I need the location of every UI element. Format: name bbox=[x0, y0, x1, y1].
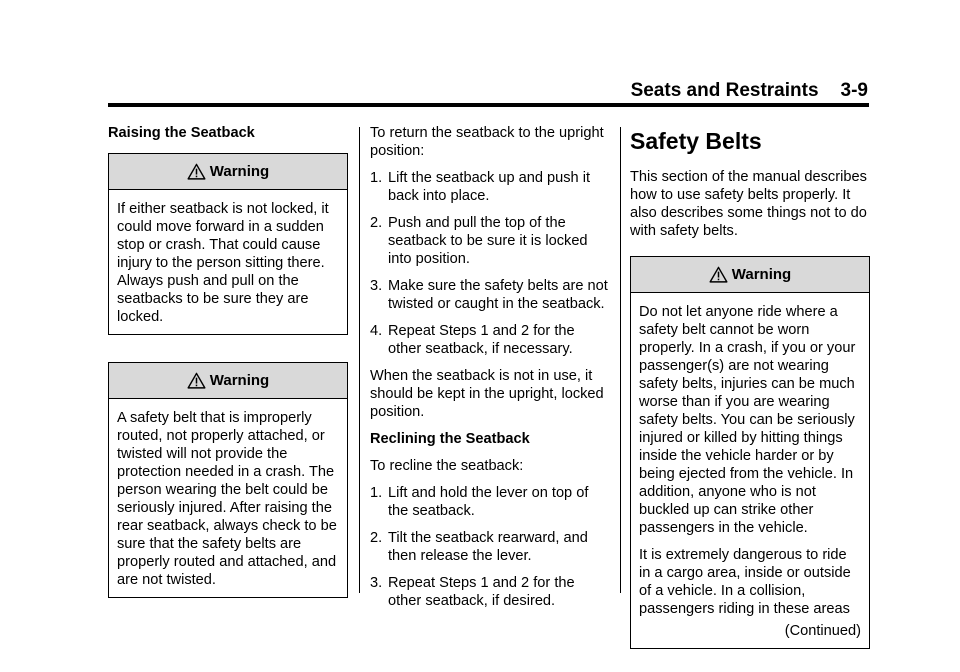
warning-text: A safety belt that is improperly routed, not properly attached, or twisted will not provide the protection needed in a crash. The person wearing the belt could be seriously injured. After raising the rear seatback, always check to be sure that the safety belts are properly routed and attached, and are not twisted. bbox=[117, 410, 337, 588]
paragraph-safety-belts-intro: This section of the manual describes how to use safety belts properly. It also describes some things not to do with safety belts. bbox=[630, 169, 867, 239]
steps-list-return bbox=[370, 169, 610, 358]
header-rule bbox=[108, 103, 869, 107]
warning-icon bbox=[187, 372, 206, 389]
list-item: 1. Lift the seatback up and push it back into place. bbox=[370, 170, 591, 204]
list-item: 2. Push and pull the top of the seatback to be sure it is locked into position. bbox=[370, 215, 588, 267]
warning-text: Do not let anyone ride where a safety belt cannot be worn properly. In a crash, if you or your passenger(s) are not wearing safety belts, injuries can be much worse than if you are wearing safety belts. You can be seriously injured or killed by hitting things inside the vehicle harder or by being ejected from the vehicle. In addition, anyone who is not buckled up can strike other passengers in the vehicle. bbox=[639, 304, 856, 536]
warning-text: If either seatback is not locked, it could move forward in a sudden stop or crash. That could cause injury to the person sitting there. Always push and pull on the seatbacks to be sure they are locked. bbox=[117, 201, 329, 325]
list-item: 2. Tilt the seatback rearward, and then release the lever. bbox=[370, 530, 588, 564]
warning-header bbox=[631, 257, 869, 293]
paragraph-return-intro: To return the seatback to the upright position: bbox=[370, 125, 604, 159]
continued-label: (Continued) bbox=[784, 623, 861, 639]
warning-box-1 bbox=[108, 153, 348, 335]
warning-text: It is extremely dangerous to ride in a cargo area, inside or outside of a vehicle. In a collision, passengers riding in these areas bbox=[639, 547, 851, 617]
warning-title: Warning bbox=[731, 265, 792, 283]
warning-icon bbox=[187, 163, 206, 180]
list-item: 3. Repeat Steps 1 and 2 for the other seatback, if desired. bbox=[370, 575, 575, 609]
list-item: 1. Lift and hold the lever on top of the seatback. bbox=[370, 485, 589, 519]
section-heading-safety-belts: Safety Belts bbox=[630, 128, 762, 154]
paragraph-recline-intro: To recline the seatback: bbox=[370, 458, 524, 474]
list-item: 3. Make sure the safety belts are not twisted or caught in the seatback. bbox=[370, 278, 608, 312]
header-title bbox=[631, 80, 868, 102]
warning-box-2 bbox=[108, 362, 348, 598]
page-number: 3-9 bbox=[840, 80, 868, 101]
list-item: 4. Repeat Steps 1 and 2 for the other seatback, if necessary. bbox=[370, 323, 575, 357]
warning-body bbox=[109, 399, 347, 597]
subheading-reclining-seatback: Reclining the Seatback bbox=[370, 431, 530, 447]
warning-box-3 bbox=[630, 256, 870, 649]
column-2 bbox=[370, 124, 610, 619]
section-title: Seats and Restraints bbox=[630, 80, 819, 101]
paragraph-note: When the seatback is not in use, it should be kept in the upright, locked position. bbox=[370, 368, 604, 420]
warning-body bbox=[631, 293, 869, 648]
steps-list-recline bbox=[370, 484, 610, 610]
warning-title: Warning bbox=[209, 371, 270, 389]
warning-header bbox=[109, 363, 347, 399]
column-3 bbox=[630, 124, 870, 649]
warning-body bbox=[109, 190, 347, 334]
warning-icon bbox=[709, 266, 728, 283]
subheading-raising-seatback: Raising the Seatback bbox=[108, 125, 255, 141]
column-divider-2 bbox=[620, 127, 621, 593]
column-1 bbox=[108, 124, 348, 598]
column-divider-1 bbox=[359, 127, 360, 593]
warning-header bbox=[109, 154, 347, 190]
warning-title: Warning bbox=[209, 162, 270, 180]
